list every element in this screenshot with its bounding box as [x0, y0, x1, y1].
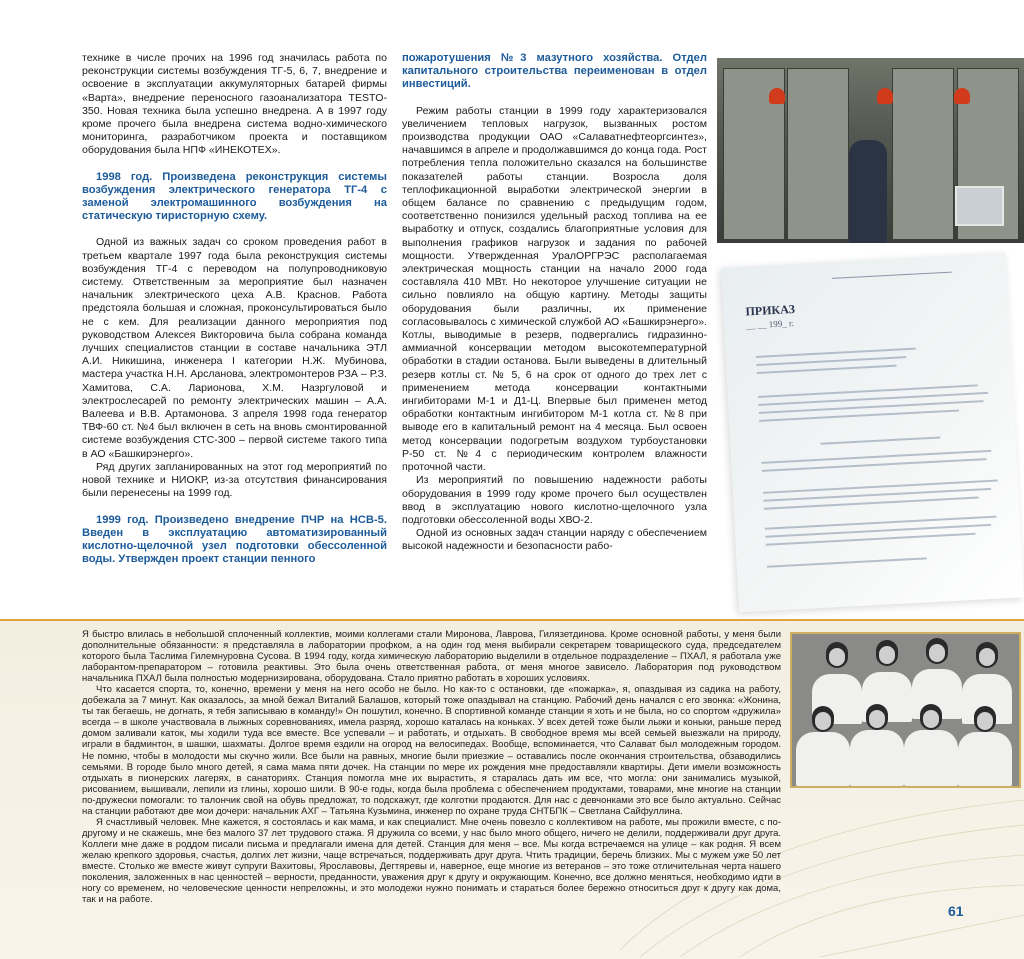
document-date: __ __ 199_ г. — [745, 317, 795, 331]
paragraph: Ряд других запланированных на этот год мероприятий по новой технике и НИОКР, из-за отсутствия финансирования были перенесены на 1999 год. — [82, 460, 387, 500]
paragraph: Одной из важных задач со сроком проведения работ в третьем квартале 1997 года была реконструкция системы возбуждения ТГ-4 с переводом на полупроводниковую систему. Ответственным за мероприятие был назначен начальник электрического цеха А.В. Краснов. Работа предстояла большая и сложная, проконсультироваться было не с кем. Для реализации данного мероприятия под руководством Алексея Викторовича была собрана команда лучших специалистов станции в составе начальника ЭТЛ А.И. Никишина, инженера I категории Н.Ж. Мубинова, мастера участка Н.Н. Арсланова, электромонтеров РЗА – Р.З. Хамитова, С.А. Ларионова, Х.М. Назргуловой и электрослесарей по ремонту электрических машин – А.А. Валеева и В.В. Артамонова. 3 апреля 1998 года генератор ТВФ-60 ст. №4 был включен в сеть на вновь смонтированной системе возбуждения СТС-300 – первой системе такого типа в АО «Башкирэнерго». — [82, 236, 387, 460]
page-number: 61 — [948, 903, 964, 919]
control-room-photo — [717, 58, 1024, 243]
paragraph: технике в числе прочих на 1996 год значилась работа по реконструкции системы возбуждения ТГ-5, 6, 7, внедрение и освоение в эксплуатации аккумуляторных батарей фирмы «Варта», внедрение переносного газоанализатора TESTO-350. Новая техника была успешно внедрена. А в 1997 году кроме прочего была внедрена система водно-химического мониторинга, разработчиком проекта и поставщиком оборудования была НПФ «ИНЕКОТЕХ». — [82, 52, 387, 157]
memoir-paragraph: Что касается спорта, то, конечно, времени у меня на него особо не было. Но как-то с остановки, где «пожарка», я, опаздывая из садика на работу, добежала за 7 минут. Как оказалось, за мной бежал Виталий Балашов, который тоже опаздывал на станцию. Рабочий день начался с его звонка: «Жонина, ты так бегаешь, не догнать, я тебя записываю в команду!» Он пошутил, конечно. В спортивной команде станции я хоть и не была, но со спортом «дружила» всегда – в школе участвовала в лыжных соревнованиях, имела разряд, хорошо каталась на коньках. У всех детей тоже были лыжи и коньки, раньше перед домом заливали каток, мы ходили туда все вместе. Все успевали – и работать, и отдыхать. В свободное время мы всей семьей выезжали на природу, играли в бадминтон, в шашки, шахматы. Долгое время ездили на огород на велосипедах. Вообще, вспоминается, что Салават был молодежным городом. Не помню, чтобы в молодости мы скучно жили. Все были на равных, многие были приезжие – оставались после окончания строительства, обзаводились семьями. В городе было много детей, я сама мама пяти дочек. На станции по мере их рождения мне предоставляли квартиры. Дети имели возможность отдыхать в пионерских лагерях, в санаториях. Станция помогла мне их вырастить, я старалась дать им все, что могла: они занимались музыкой, рисованием, вышивали, лепили из глины, хорошо шили. В 90-е годы, когда была проблема с обеспечением продуктами, товарами, мне многие на станции по-дружески помогали: то талончик свой на обувь предложат, то подскажут, где колготки продаются. Для нас с девчонками это все было актуально. Сейчас на станции работают две мои дочери: начальник АХГ – Татьяна Кузьмина, инженер по охране труда СНТБПК – Светлана Сайфуллина. — [82, 684, 781, 817]
text-column-left — [82, 52, 387, 566]
lab-staff-photo — [790, 632, 1021, 788]
text-column-middle — [402, 52, 707, 554]
paragraph: Одной из основных задач станции наряду с обеспечением высокой надежности и безопасности рабо- — [402, 527, 707, 553]
memoir-text — [82, 629, 781, 905]
memoir-paragraph: Я быстро влилась в небольшой сплоченный коллектив, моими коллегами стали Миронова, Лаврова, Гилязетдинова. Кроме основной работы, у меня были дополнительные обязанности: я представляла в лаборатории профком, а на один год меня выбирали секретарем товарищеского суда, председателем которого была Таслима Гилемнуровна Сусова. В 1994 году, когда химическую лабораторию выделили в отдельное подразделение – ПХАЛ, я работала уже лаборантом-препаратором – готовила реактивы. Это была очень ответственная работа, от меня многое зависело. Лаборатория под руководством начальника ПХАЛ была полностью модернизирована, оборудована. Стало приятно работать в хороших условиях. — [82, 629, 781, 685]
order-document-photo — [721, 253, 1024, 612]
memoir-paragraph: Я счастливый человек. Мне кажется, я состоялась и как мама, и как специалист. Мне очень повезло с коллективом на работе, мы прожили вместе, с по-другому и не скажешь, мне без малого 37 лет трудового стажа. Я дружила со всеми, у нас было много общего, ничего не делили, поддерживали друг друга. Коллеги мне даже в роддом писали письма и предлагали имена для детей. Станция для меня – все. Мы когда встречаемся на улице – как родня. Я всем желаю крепкого здоровья, счастья, долгих лет жизни, чаще встречаться, поддерживать друг друга. Чтить традиции, беречь близких. Мы с мужем уже 50 лет вместе. Столько же вместе живут супруги Вахитовы, Ярославовы, Дегтяревы и, наверное, еще многие из ветеранов – это тоже отличительная черта нашего поколения, заложенных в нас ценностей – верности, преданности, уважения друг к другу и окружающим. Конечно, все должно меняться, необходимо идти в ногу со временем, но человеческие ценности непреложны, и это молодежи нужно понимать и стараться более бережно относиться друг к другу как дома, так и на работе. — [82, 816, 781, 906]
document-title: ПРИКАЗ — [745, 301, 796, 319]
section-heading-1999: 1999 год. Произведено внедрение ПЧР на НСВ-5. Введен в эксплуатацию автоматизированный кислотно-щелочной узел подготовки обессоленной воды. Утвержден проект станции пенного — [82, 513, 387, 566]
paragraph: Режим работы станции в 1999 году характеризовался увеличением тепловых нагрузок, вызванных ростом производства продукции ОАО «Салаватнефтеоргсинтез», начавшимся в апреле и продолжавшимся до конца года. Рост потребления тепла положительно сказался на большинстве показателей работы станции. Возросла доля теплофикационной выработки электрической энергии в общем балансе по сравнению с предыдущим годом, соответственно понизился удельный расход топлива на ее выработку и отпуск, создались благоприятные условия для выполнения графиков нагрузок и задания по рабочей мощности. Утвержденная УралОРГРЭС располагаемая электрическая мощность станции на начало 2000 года составляла 410 МВт. Но некоторое улучшение ситуации не сильно повлияло на общую картину. Методы защиты оборудования были различны, их применение согласовывалось с химической службой АО «Башкирэнерго». Котлы, выводимые в резерв, подвергались гидразинно-аммиачной консервации методом высокотемпературной обработки в стадии останова. Были выведены в длительный резерв котлы ст. № 5, 6 на срок от одного до трех лет с применением метода консервации контактными ингибиторами М-1 и Д1-Ц. Впервые был применен метод обработки контактным ингибитором М-1 котла ст. №8 при выводе его в капитальный ремонт на 4 месяца. Был освоен метод консервации подогретым воздухом турбоустановки Р-50 ст. №4 с периодическим контролем влажности проточной части. — [402, 104, 707, 474]
section-heading-continued: пожаротушения №3 мазутного хозяйства. Отдел капитального строительства переименован в отдел инвестиций. — [402, 52, 707, 91]
paragraph: Из мероприятий по повышению надежности работы оборудования в 1999 году кроме прочего был осуществлен ввод в эксплуатацию нового кислотно-щелочного узла подготовки обессоленной воды ХВО-2. — [402, 474, 707, 526]
section-heading-1998: 1998 год. Произведена реконструкция системы возбуждения электрического генератора ТГ-4 с заменой электромашинного возбуждения на статическую тиристорную схему. — [82, 170, 387, 223]
